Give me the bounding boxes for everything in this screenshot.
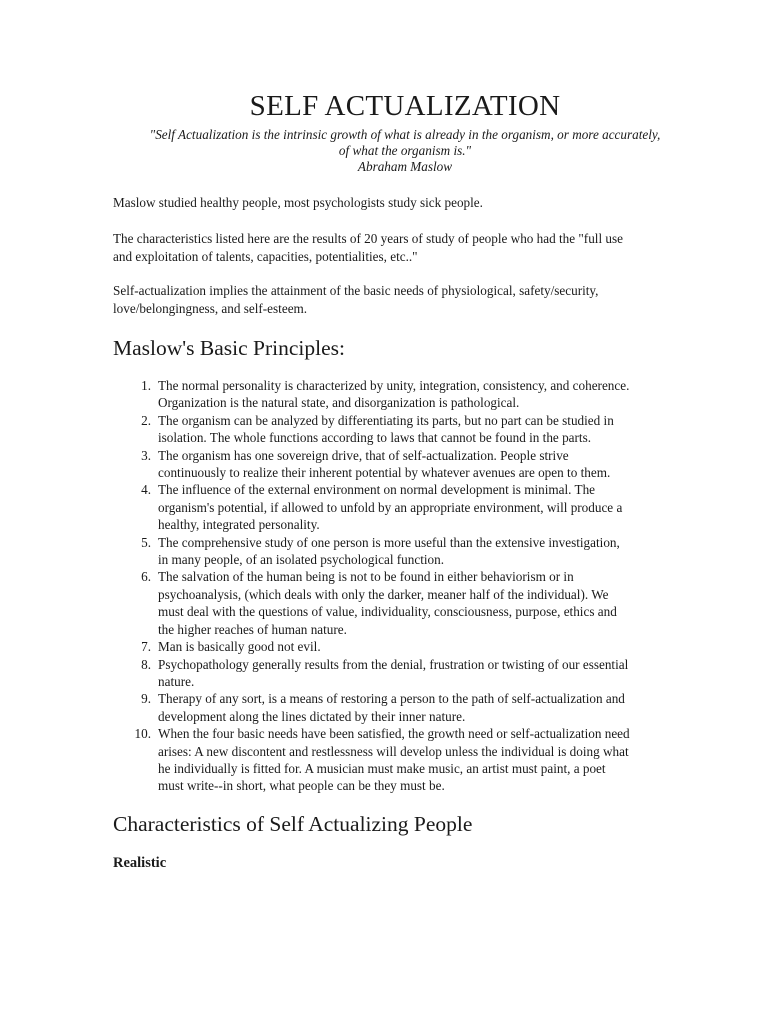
principle-text-line: The comprehensive study of one person is more useful than the extensive investigation,: [158, 534, 620, 550]
principle-text-line: Man is basically good not evil.: [158, 639, 321, 655]
principle-item: [113, 447, 713, 482]
principle-item: [113, 725, 713, 795]
paragraph-line: and exploitation of talents, capacities, potentialities, etc..": [113, 248, 418, 264]
section-heading-characteristics: Characteristics of Self Actualizing People: [113, 812, 473, 836]
principles-list: [113, 377, 713, 795]
principle-item: [113, 377, 713, 412]
principle-item: [113, 481, 713, 533]
principle-number: 7.: [141, 639, 151, 655]
quote-line: "Self Actualization is the intrinsic growth of what is already in the organism, or more accurately,: [149, 127, 661, 142]
principle-item: [113, 638, 713, 655]
paragraph-line: Maslow studied healthy people, most psychologists study sick people.: [113, 195, 483, 210]
principle-text-line: When the four basic needs have been satisfied, the growth need or self-actualization need: [158, 726, 630, 742]
paragraph: [113, 194, 708, 212]
principle-text-line: psychoanalysis, (which deals with only the darker, meaner half of the individual). We: [158, 586, 609, 602]
principle-text-line: he individually is fitted for. A musician must make music, an artist must paint, a poet: [158, 760, 606, 776]
paragraph-line: love/belongingness, and self-esteem.: [113, 300, 308, 316]
principle-item: [113, 690, 713, 725]
principle-item: [113, 568, 713, 638]
principle-text-line: The organism has one sovereign drive, that of self-actualization. People strive: [158, 447, 569, 463]
principle-text-line: The salvation of the human being is not to be found in either behaviorism or in: [158, 569, 574, 585]
paragraph-line: The characteristics listed here are the results of 20 years of study of people who had the "full use: [113, 231, 623, 246]
principle-text-line: Therapy of any sort, is a means of restoring a person to the path of self-actualization and: [158, 691, 625, 707]
principle-number: 3.: [141, 447, 151, 463]
principle-number: 2.: [141, 412, 151, 428]
principle-text-line: continuously to realize their inherent potential by whatever avenues are open to them.: [158, 465, 611, 481]
principle-item: [113, 656, 713, 691]
paragraph: [113, 282, 708, 317]
principle-text-line: development along the lines dictated by their inner nature.: [158, 708, 466, 724]
principle-text-line: the higher reaches of human nature.: [158, 621, 347, 637]
principle-item: [113, 412, 713, 447]
principle-text-line: must deal with the questions of value, individuality, consciousness, purpose, ethics and: [158, 604, 617, 620]
principle-text-line: isolation. The whole functions according to laws that cannot be found in the parts.: [158, 430, 592, 446]
principle-text-line: nature.: [158, 673, 195, 689]
principle-number: 8.: [141, 656, 151, 672]
principle-text-line: in many people, of an isolated psychological function.: [158, 552, 445, 568]
paragraph-line: Self-actualization implies the attainment of the basic needs of physiological, safety/security,: [113, 283, 599, 298]
principle-number: 10.: [134, 726, 151, 742]
principle-number: 4.: [141, 482, 151, 498]
principle-item: [113, 534, 713, 569]
quote-line: of what the organism is.": [338, 143, 472, 158]
principle-text-line: The organism can be analyzed by differentiating its parts, but no part can be studied in: [158, 412, 614, 428]
page-title: SELF ACTUALIZATION: [249, 90, 561, 122]
principle-text-line: healthy, integrated personality.: [158, 517, 320, 533]
principle-text-line: Organization is the natural state, and disorganization is pathological.: [158, 395, 520, 411]
principle-text-line: The normal personality is characterized by unity, integration, consistency, and coherence.: [158, 378, 630, 393]
principle-number: 6.: [141, 569, 151, 585]
principle-text-line: arises: A new discontent and restlessness will develop unless the individual is doing what: [158, 743, 629, 759]
principle-number: 1.: [141, 378, 151, 393]
principle-text-line: The influence of the external environment on normal development is minimal. The: [158, 482, 596, 498]
subheading-realistic: Realistic: [113, 855, 167, 871]
epigraph-quote: [110, 127, 700, 175]
section-heading-principles: Maslow's Basic Principles:: [113, 336, 345, 360]
principle-text-line: organism's potential, if allowed to unfold by an appropriate environment, will produce a: [158, 499, 623, 515]
quote-attribution: Abraham Maslow: [357, 159, 453, 174]
principle-number: 9.: [141, 691, 151, 707]
principle-number: 5.: [141, 534, 151, 550]
principle-text-line: must write--in short, what people can be they must be.: [158, 778, 445, 794]
paragraph: [113, 230, 708, 265]
principle-text-line: Psychopathology generally results from the denial, frustration or twisting of our essential: [158, 656, 629, 672]
